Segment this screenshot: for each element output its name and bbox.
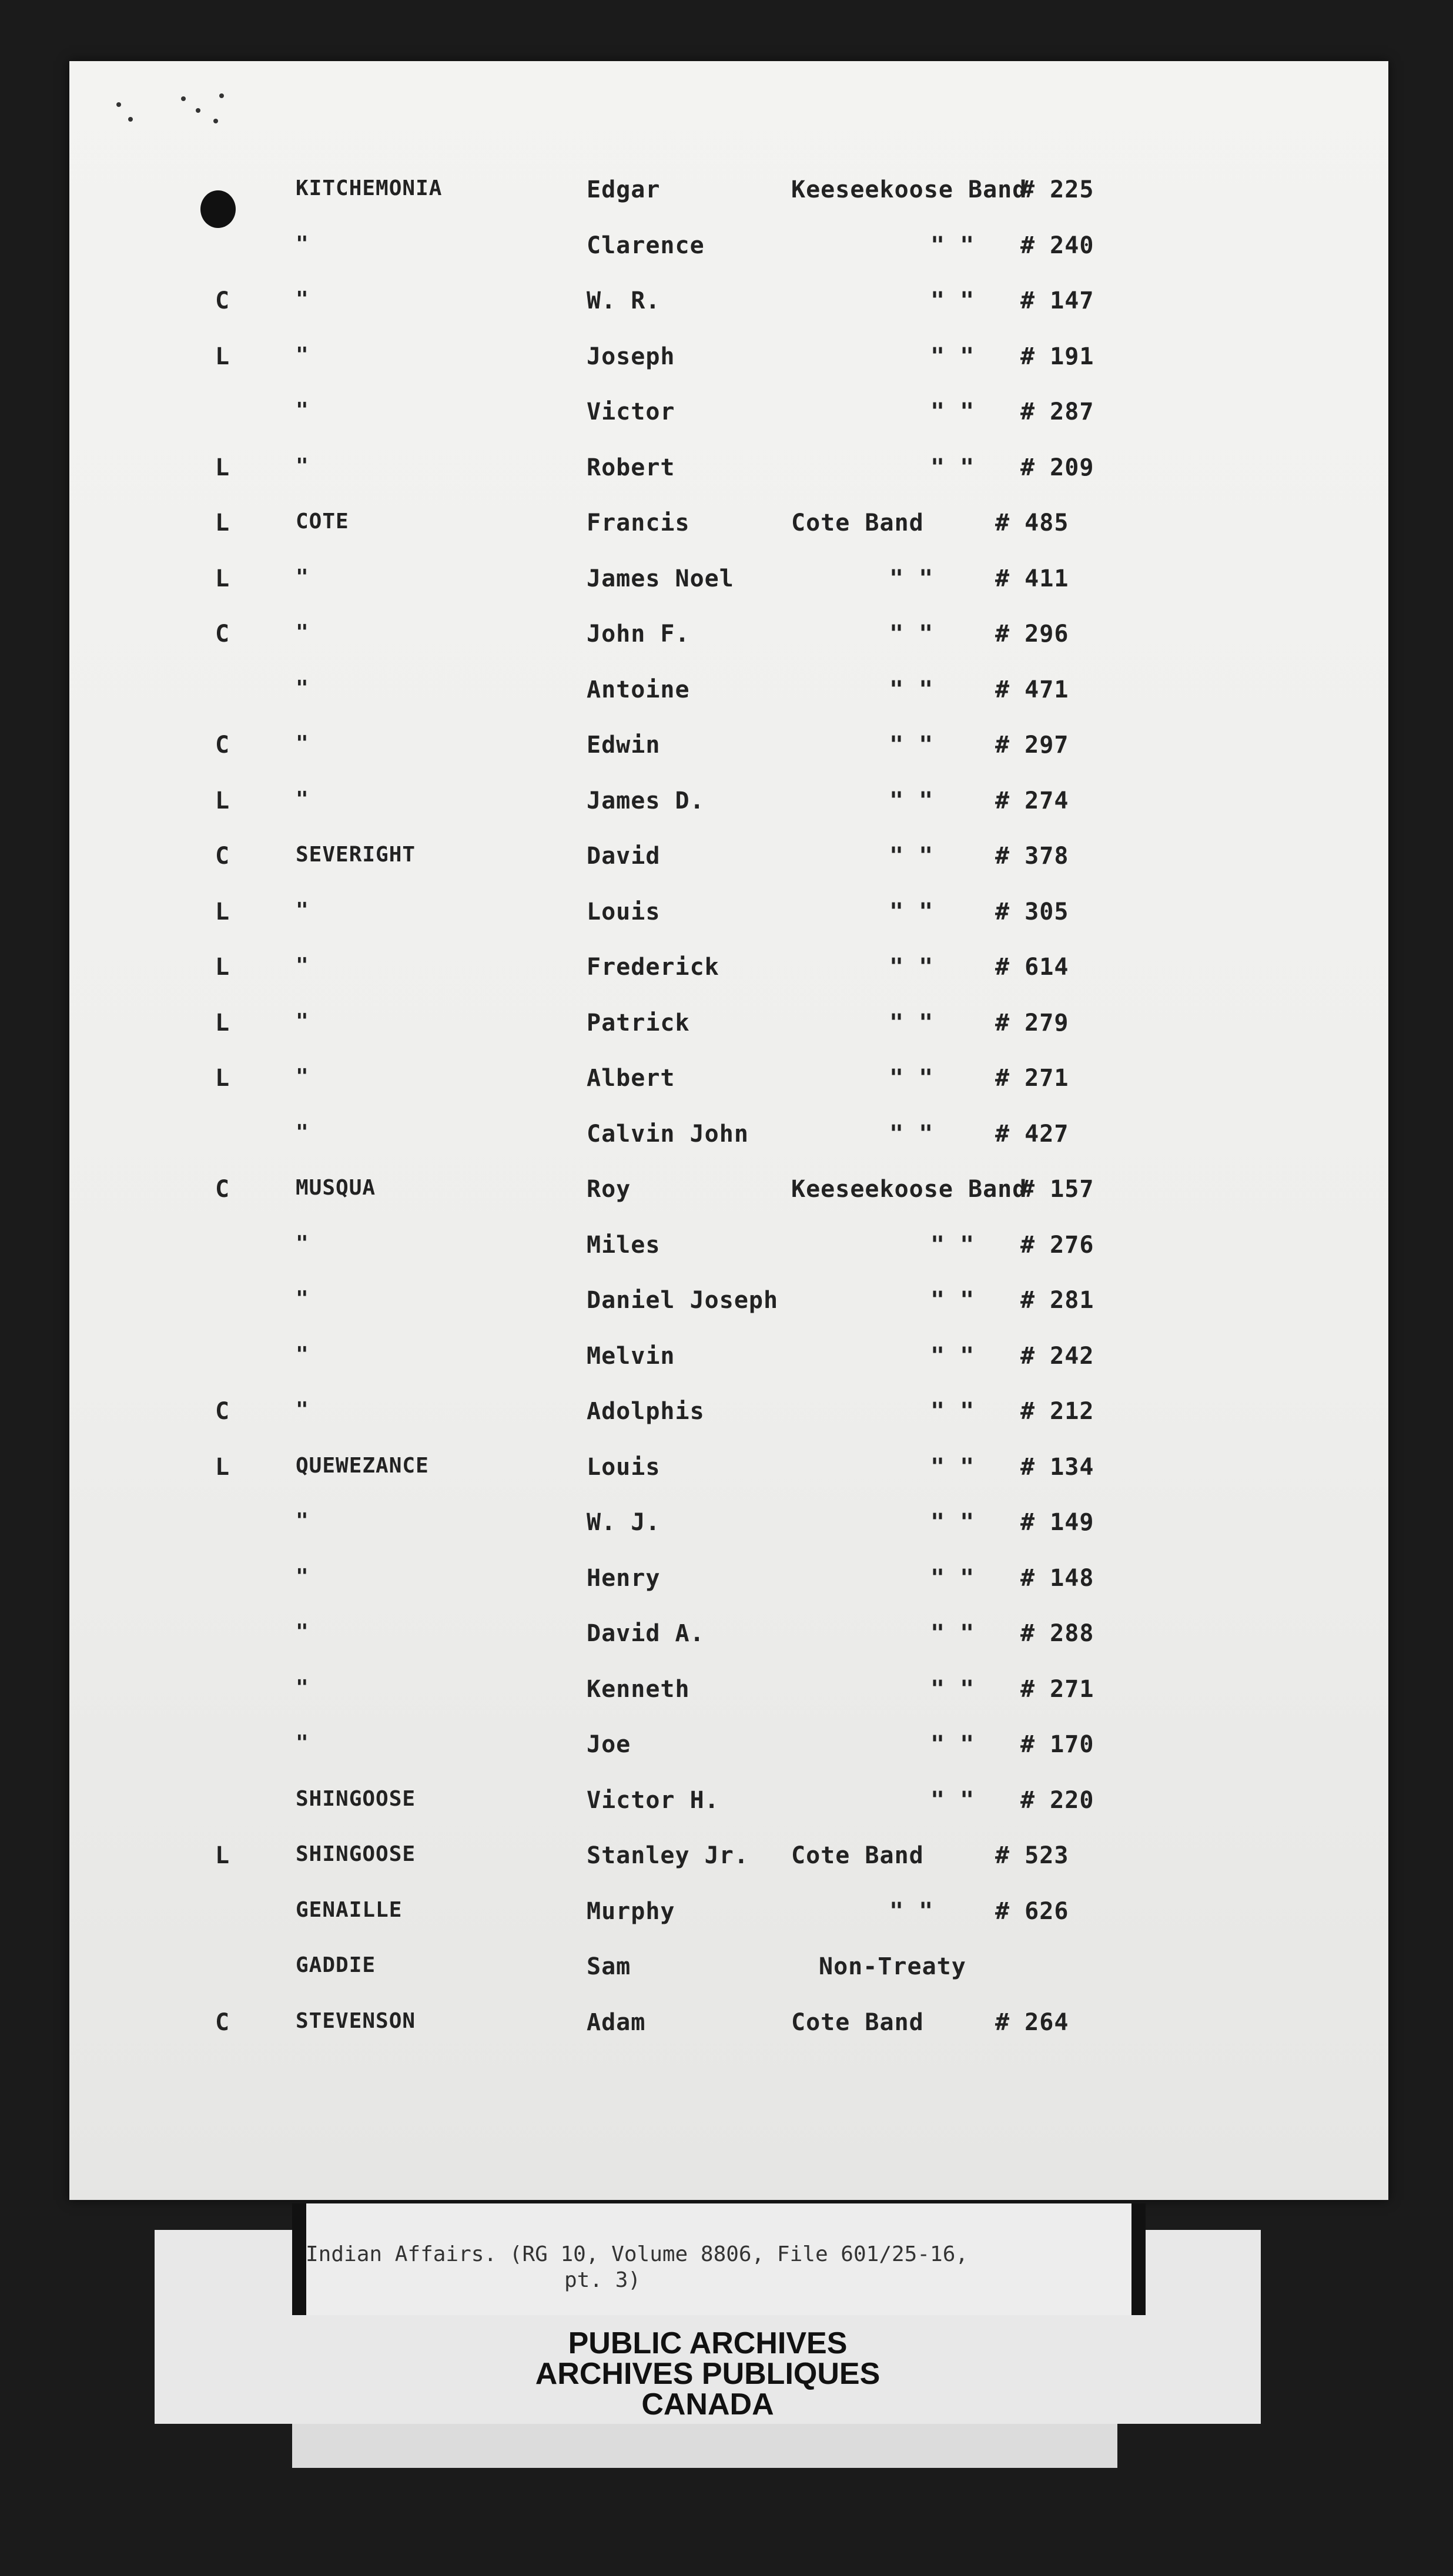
record-row xyxy=(69,1676,1388,1723)
record-number: # 149 xyxy=(1020,1509,1094,1536)
record-row xyxy=(69,398,1388,445)
record-given-name: James Noel xyxy=(587,565,734,592)
record-number: # 471 xyxy=(995,676,1069,703)
record-surname: " xyxy=(296,787,309,811)
record-row xyxy=(69,1065,1388,1112)
archive-name-en: PUBLIC ARCHIVES xyxy=(568,2326,848,2360)
record-band: " " xyxy=(930,1675,975,1703)
record-mark: L xyxy=(215,343,230,370)
record-number: # 242 xyxy=(1020,1342,1094,1370)
record-given-name: Murphy xyxy=(587,1897,675,1925)
record-mark: L xyxy=(215,1842,230,1869)
record-mark: L xyxy=(215,454,230,481)
record-mark: C xyxy=(215,732,230,759)
record-surname: " xyxy=(296,1065,309,1089)
record-band: Keeseekoose Band xyxy=(791,1176,1027,1203)
record-number: # 225 xyxy=(1020,176,1094,203)
record-number: # 271 xyxy=(1020,1675,1094,1703)
record-surname: " xyxy=(296,1620,309,1644)
record-row xyxy=(69,1620,1388,1667)
record-given-name: Joe xyxy=(587,1731,631,1758)
record-row xyxy=(69,1731,1388,1778)
record-number: # 485 xyxy=(995,509,1069,536)
citation-line-2: pt. 3) xyxy=(564,2268,641,2292)
record-band: " " xyxy=(930,1786,975,1814)
record-surname: KITCHEMONIA xyxy=(296,176,443,200)
record-mark: C xyxy=(215,287,230,314)
record-surname: " xyxy=(296,1509,309,1533)
record-given-name: Victor H. xyxy=(587,1786,719,1814)
record-row xyxy=(69,676,1388,723)
archive-label-bottom xyxy=(292,2424,1117,2468)
record-surname: " xyxy=(296,1731,309,1755)
record-surname: SHINGOOSE xyxy=(296,1842,416,1866)
record-row xyxy=(69,620,1388,668)
record-given-name: Patrick xyxy=(587,1009,690,1037)
record-row xyxy=(69,565,1388,612)
record-mark: L xyxy=(215,1065,230,1092)
record-surname: SHINGOOSE xyxy=(296,1786,416,1811)
record-given-name: Roy xyxy=(587,1176,631,1203)
record-number: # 523 xyxy=(995,1842,1069,1869)
record-number: # 220 xyxy=(1020,1786,1094,1814)
record-band: " " xyxy=(889,565,934,592)
record-surname: " xyxy=(296,565,309,589)
record-row xyxy=(69,343,1388,390)
record-given-name: Edwin xyxy=(587,732,661,759)
record-given-name: Adolphis xyxy=(587,1398,705,1425)
record-surname: " xyxy=(296,1398,309,1422)
record-surname: GENAILLE xyxy=(296,1897,403,1922)
document-page xyxy=(69,61,1388,2200)
record-mark: L xyxy=(215,954,230,981)
archive-citation xyxy=(306,2242,1070,2293)
record-number: # 147 xyxy=(1020,287,1094,314)
record-row xyxy=(69,1565,1388,1612)
record-row xyxy=(69,509,1388,556)
record-number: # 279 xyxy=(995,1009,1069,1037)
record-given-name: Robert xyxy=(587,454,675,481)
record-number: # 191 xyxy=(1020,343,1094,370)
record-surname: COTE xyxy=(296,509,349,534)
record-surname: " xyxy=(296,454,309,478)
record-band: Keeseekoose Band xyxy=(791,176,1027,203)
record-row xyxy=(69,1176,1388,1223)
record-surname: " xyxy=(296,1009,309,1034)
archive-country: CANADA xyxy=(641,2387,774,2421)
record-surname: " xyxy=(296,1120,309,1145)
record-band: " " xyxy=(930,1564,975,1592)
record-number: # 287 xyxy=(1020,398,1094,425)
record-band: " " xyxy=(889,620,934,648)
record-given-name: W. R. xyxy=(587,287,661,314)
record-surname: STEVENSON xyxy=(296,2008,416,2033)
record-row xyxy=(69,1509,1388,1556)
record-surname: " xyxy=(296,732,309,756)
record-row xyxy=(69,1842,1388,1889)
record-given-name: Louis xyxy=(587,1453,661,1481)
record-row xyxy=(69,732,1388,779)
record-row xyxy=(69,1009,1388,1056)
record-band: " " xyxy=(930,287,975,314)
record-band: " " xyxy=(889,1120,934,1148)
record-number: # 134 xyxy=(1020,1453,1094,1481)
record-row xyxy=(69,2009,1388,2056)
record-mark: C xyxy=(215,1176,230,1203)
record-row xyxy=(69,1898,1388,1945)
record-band: " " xyxy=(930,1453,975,1481)
record-given-name: Henry xyxy=(587,1564,661,1592)
record-given-name: W. J. xyxy=(587,1509,661,1536)
record-number: # 264 xyxy=(995,2008,1069,2036)
record-band: " " xyxy=(930,1398,975,1425)
record-given-name: Joseph xyxy=(587,343,675,370)
record-band: " " xyxy=(889,676,934,703)
record-surname: MUSQUA xyxy=(296,1176,376,1200)
record-number: # 271 xyxy=(995,1065,1069,1092)
record-number: # 411 xyxy=(995,565,1069,592)
record-number: # 274 xyxy=(995,787,1069,814)
record-number: # 614 xyxy=(995,954,1069,981)
record-band: " " xyxy=(889,1009,934,1037)
record-given-name: Adam xyxy=(587,2008,646,2036)
record-given-name: Louis xyxy=(587,898,661,925)
record-surname: " xyxy=(296,287,309,311)
record-number: # 305 xyxy=(995,898,1069,925)
record-mark: C xyxy=(215,2008,230,2036)
record-number: # 296 xyxy=(995,620,1069,648)
record-given-name: John F. xyxy=(587,620,690,648)
record-row xyxy=(69,454,1388,501)
record-given-name: Antoine xyxy=(587,676,690,703)
record-row xyxy=(69,787,1388,834)
record-band: " " xyxy=(889,1897,934,1925)
record-band: " " xyxy=(930,454,975,481)
record-number: # 288 xyxy=(1020,1620,1094,1647)
record-mark: L xyxy=(215,787,230,814)
record-band: " " xyxy=(930,1509,975,1536)
record-surname: " xyxy=(296,232,309,256)
record-mark: L xyxy=(215,1453,230,1481)
record-surname: " xyxy=(296,1287,309,1311)
record-band: " " xyxy=(930,1231,975,1259)
record-number: # 276 xyxy=(1020,1231,1094,1259)
record-number: # 148 xyxy=(1020,1564,1094,1592)
record-row xyxy=(69,287,1388,334)
record-number: # 212 xyxy=(1020,1398,1094,1425)
record-band: " " xyxy=(889,843,934,870)
record-row xyxy=(69,1398,1388,1445)
record-number: # 157 xyxy=(1020,1176,1094,1203)
record-mark: L xyxy=(215,509,230,536)
record-given-name: Albert xyxy=(587,1065,675,1092)
record-given-name: Miles xyxy=(587,1231,661,1259)
record-surname: " xyxy=(296,343,309,367)
record-band: " " xyxy=(930,232,975,259)
record-row xyxy=(69,954,1388,1001)
record-mark: L xyxy=(215,898,230,925)
record-surname: " xyxy=(296,1231,309,1256)
record-band: Non-Treaty xyxy=(819,1953,966,1980)
citation-line-1: Indian Affairs. (RG 10, Volume 8806, File 601/25-16, xyxy=(306,2242,969,2266)
record-band: " " xyxy=(889,898,934,925)
record-band: " " xyxy=(930,1620,975,1647)
record-band: " " xyxy=(930,343,975,370)
record-number: # 209 xyxy=(1020,454,1094,481)
record-given-name: David xyxy=(587,843,661,870)
record-band: " " xyxy=(930,1287,975,1314)
record-given-name: Calvin John xyxy=(587,1120,749,1148)
record-band: Cote Band xyxy=(791,1842,924,1869)
record-band: " " xyxy=(930,398,975,425)
record-surname: " xyxy=(296,1342,309,1367)
record-band: " " xyxy=(889,732,934,759)
record-given-name: Victor xyxy=(587,398,675,425)
record-given-name: David A. xyxy=(587,1620,705,1647)
record-surname: " xyxy=(296,676,309,700)
record-surname: " xyxy=(296,398,309,422)
record-mark: C xyxy=(215,620,230,648)
record-surname: " xyxy=(296,898,309,923)
record-given-name: Edgar xyxy=(587,176,661,203)
record-surname: GADDIE xyxy=(296,1953,376,1977)
record-band: Cote Band xyxy=(791,2008,924,2036)
record-row xyxy=(69,898,1388,945)
record-given-name: Sam xyxy=(587,1953,631,1980)
record-number: # 240 xyxy=(1020,232,1094,259)
record-given-name: Melvin xyxy=(587,1342,675,1370)
record-row xyxy=(69,1121,1388,1168)
record-band: " " xyxy=(930,1342,975,1370)
record-band: " " xyxy=(889,1065,934,1092)
record-band: Cote Band xyxy=(791,509,924,536)
record-number: # 626 xyxy=(995,1897,1069,1925)
record-surname: " xyxy=(296,954,309,978)
record-row xyxy=(69,1232,1388,1279)
record-mark: L xyxy=(215,565,230,592)
record-band: " " xyxy=(930,1731,975,1758)
record-row xyxy=(69,1454,1388,1501)
paper-specks xyxy=(93,85,257,132)
record-row xyxy=(69,232,1388,279)
record-given-name: Stanley Jr. xyxy=(587,1842,749,1869)
record-given-name: Frederick xyxy=(587,954,719,981)
record-given-name: Daniel Joseph xyxy=(587,1287,779,1314)
record-row xyxy=(69,1287,1388,1334)
record-row xyxy=(69,1343,1388,1390)
record-row xyxy=(69,1787,1388,1834)
record-mark: C xyxy=(215,843,230,870)
record-mark: C xyxy=(215,1398,230,1425)
record-given-name: Francis xyxy=(587,509,690,536)
record-number: # 297 xyxy=(995,732,1069,759)
record-given-name: James D. xyxy=(587,787,705,814)
archive-name-fr: ARCHIVES PUBLIQUES xyxy=(535,2357,880,2391)
record-number: # 170 xyxy=(1020,1731,1094,1758)
record-row xyxy=(69,1953,1388,2000)
record-band: " " xyxy=(889,954,934,981)
record-given-name: Kenneth xyxy=(587,1675,690,1703)
record-band: " " xyxy=(889,787,934,814)
record-surname: QUEWEZANCE xyxy=(296,1453,429,1478)
record-number: # 427 xyxy=(995,1120,1069,1148)
record-surname: " xyxy=(296,620,309,645)
record-surname: SEVERIGHT xyxy=(296,843,416,867)
record-number: # 281 xyxy=(1020,1287,1094,1314)
record-given-name: Clarence xyxy=(587,232,705,259)
record-surname: " xyxy=(296,1564,309,1589)
record-row xyxy=(69,176,1388,223)
record-surname: " xyxy=(296,1675,309,1700)
record-mark: L xyxy=(215,1009,230,1037)
record-number: # 378 xyxy=(995,843,1069,870)
record-row xyxy=(69,843,1388,890)
